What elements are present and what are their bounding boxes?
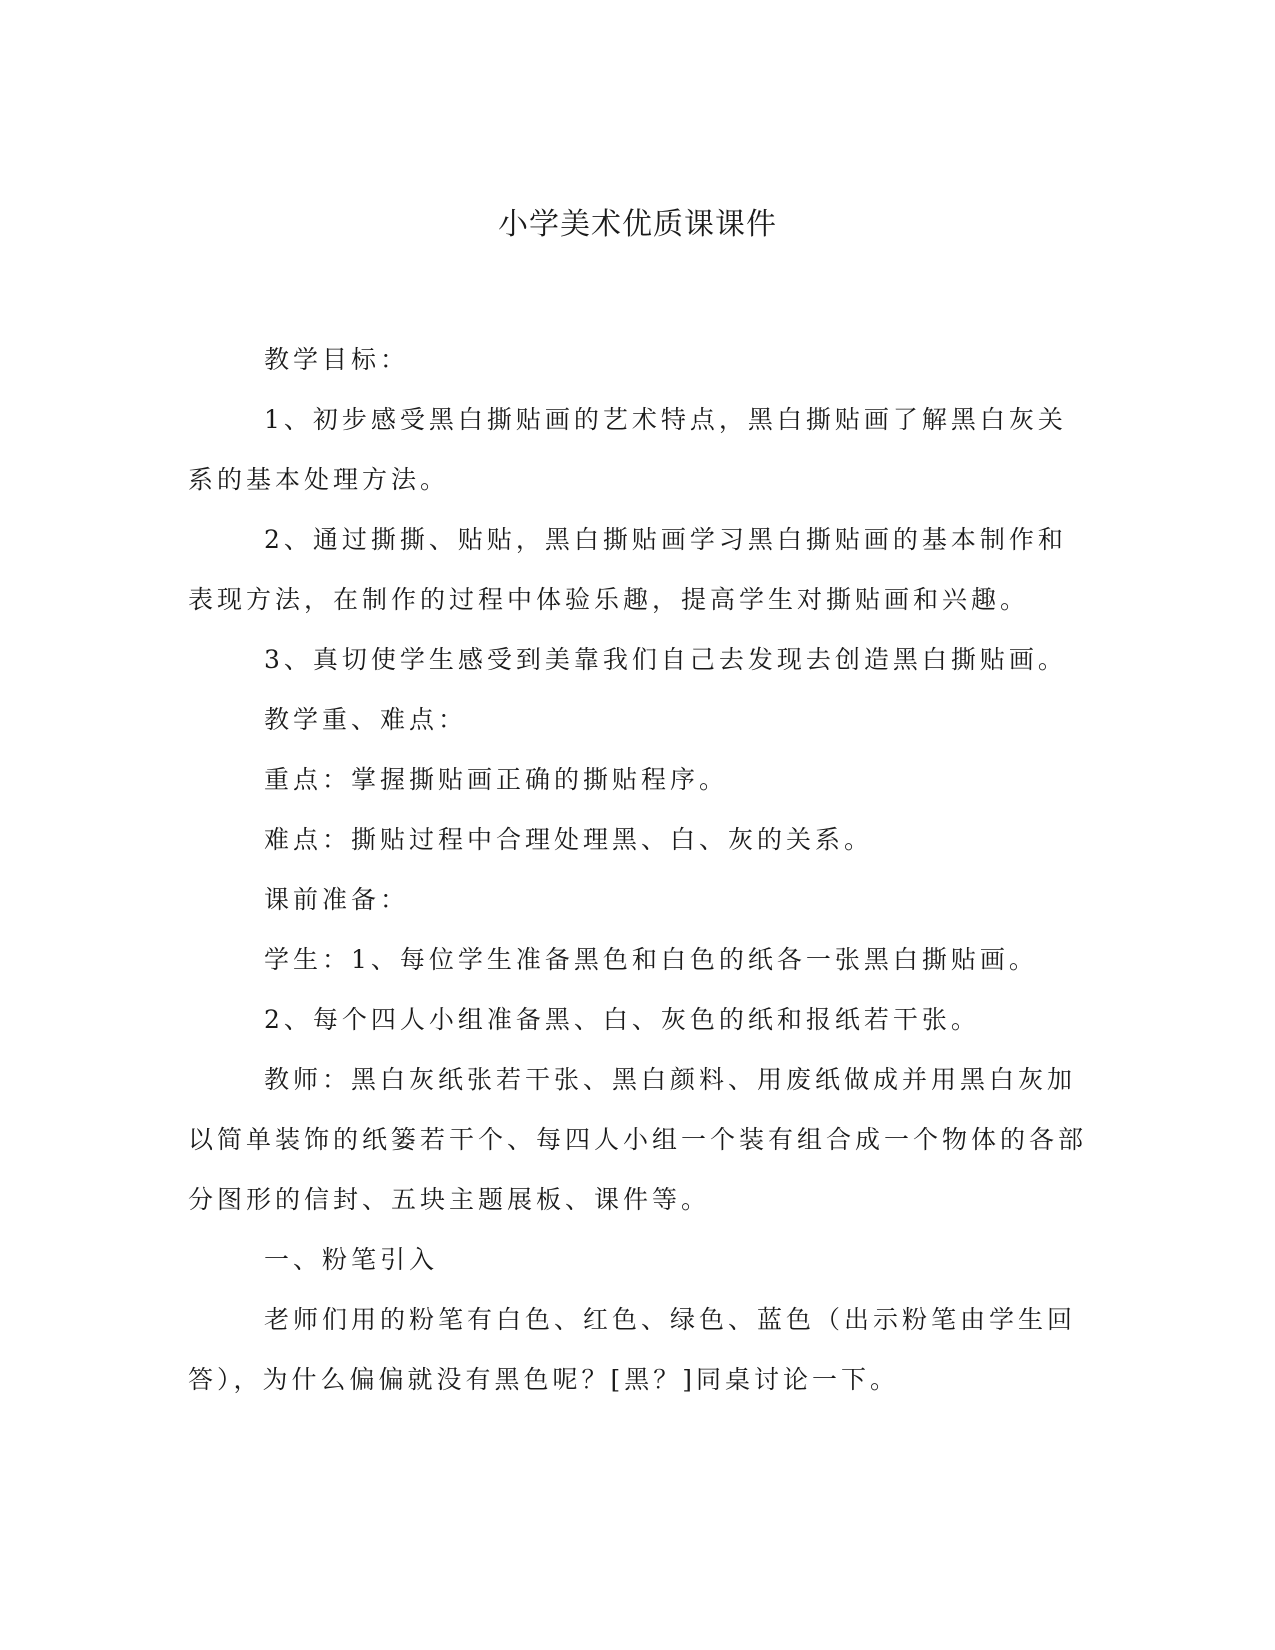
- document-title: 小学美术优质课课件: [498, 207, 777, 242]
- document-body: [188, 330, 1088, 1410]
- goal-item-1: 1、初步感受黑白撕贴画的艺术特点，黑白撕贴画了解黑白灰关系的基本处理方法。: [188, 405, 1067, 494]
- heading-teaching-goals: 教学目标：: [264, 345, 410, 374]
- student-preparation-1: 学生：1、每位学生准备黑色和白色的纸各一张黑白撕贴画。: [264, 945, 1038, 974]
- student-preparation-2: 2、每个四人小组准备黑、白、灰色的纸和报纸若干张。: [264, 1005, 980, 1034]
- key-point: 重点：掌握撕贴画正确的撕贴程序。: [264, 765, 729, 794]
- goal-item-2: 2、通过撕撕、贴贴，黑白撕贴画学习黑白撕贴画的基本制作和表现方法，在制作的过程中体验乐趣，提高学生对撕贴画和兴趣。: [188, 525, 1067, 614]
- difficult-point: 难点：撕贴过程中合理处理黑、白、灰的关系。: [264, 825, 874, 854]
- intro-paragraph: 老师们用的粉笔有白色、红色、绿色、蓝色（出示粉笔由学生回答），为什么偏偏就没有黑色呢？[黑？]同桌讨论一下。: [188, 1305, 1077, 1394]
- heading-key-points: 教学重、难点：: [264, 705, 468, 734]
- goal-item-3: 3、真切使学生感受到美靠我们自己去发现去创造黑白撕贴画。: [264, 645, 1067, 674]
- section-heading-intro: 一、粉笔引入: [264, 1245, 439, 1274]
- teacher-preparation: 教师：黑白灰纸张若干张、黑白颜料、用废纸做成并用黑白灰加以简单装饰的纸篓若干个、每四人小组一个装有组合成一个物体的各部分图形的信封、五块主题展板、课件等。: [188, 1065, 1088, 1214]
- heading-preparation: 课前准备：: [264, 885, 410, 914]
